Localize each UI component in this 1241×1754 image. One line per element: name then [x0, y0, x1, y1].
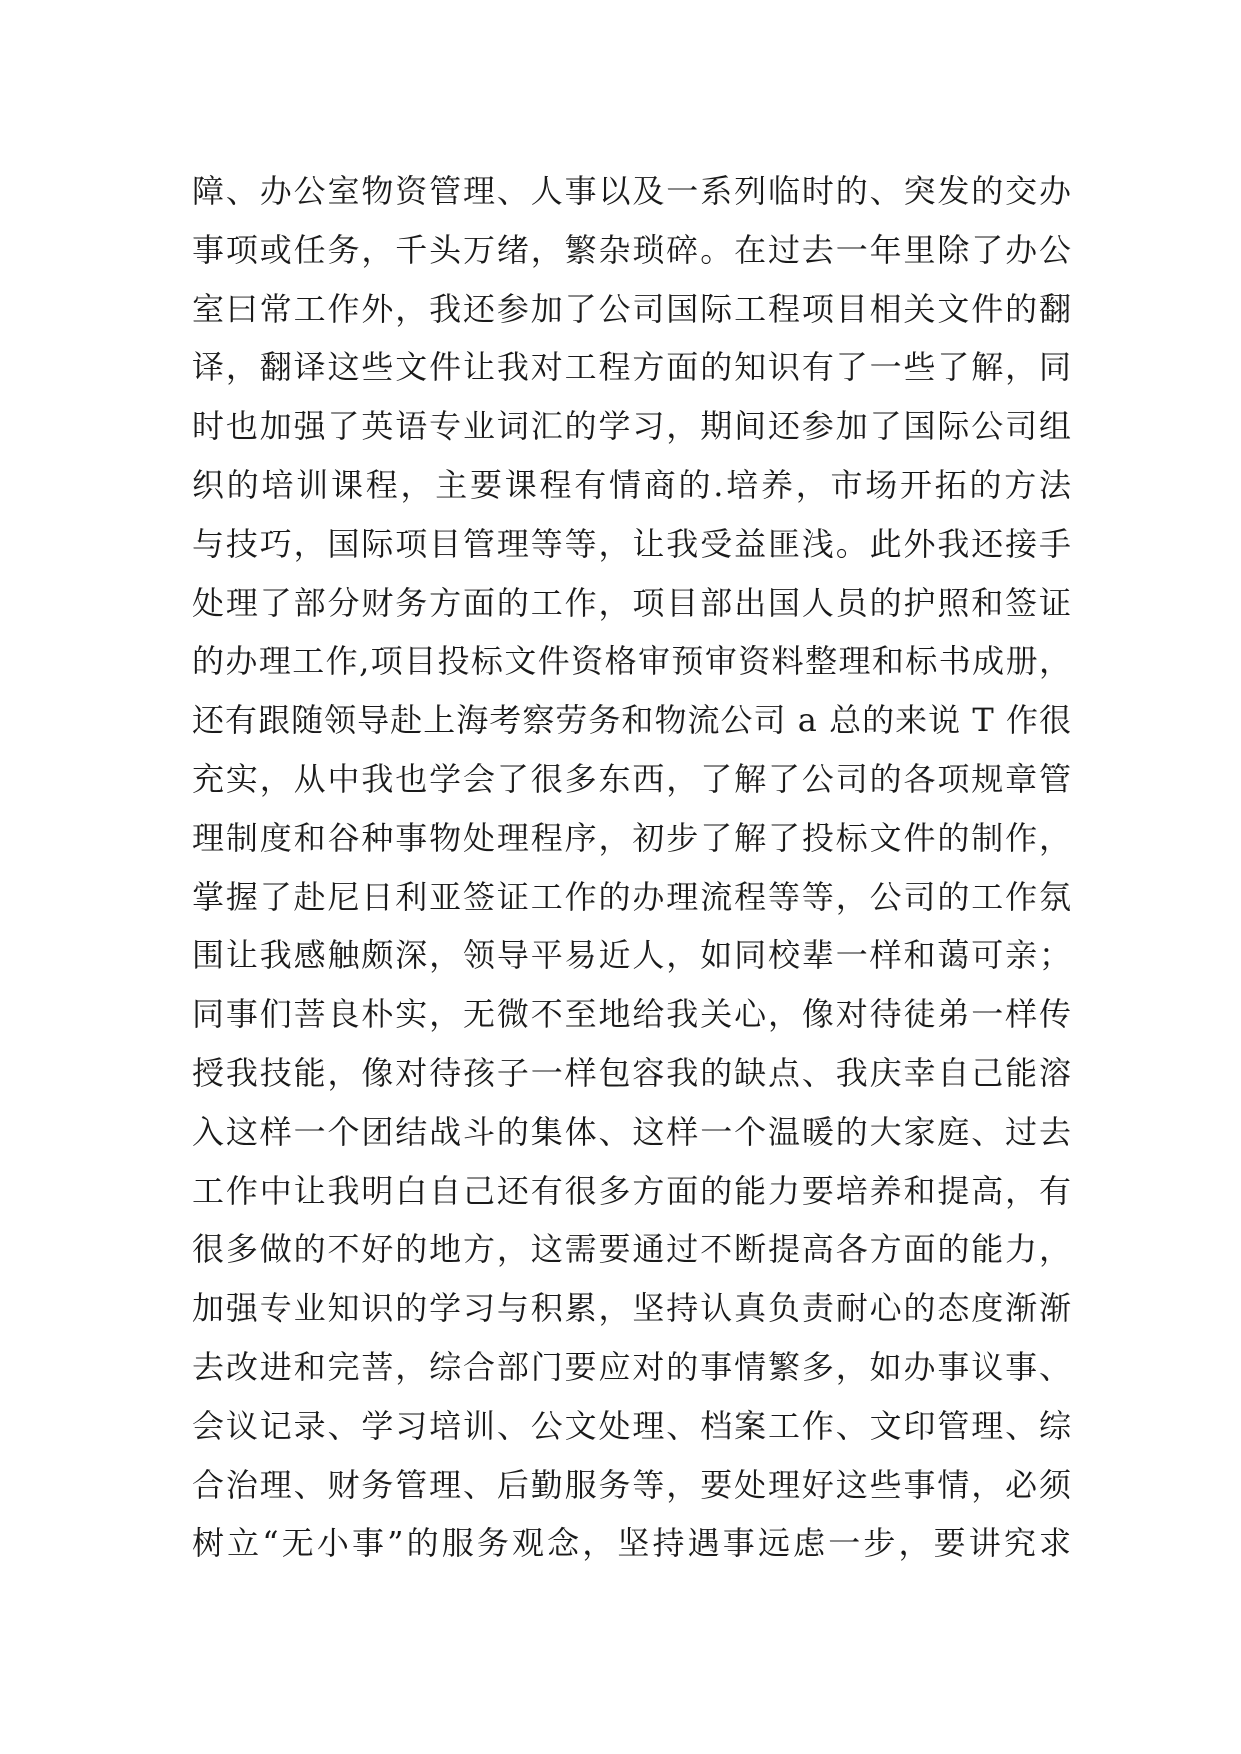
text-line: 理制度和谷种事物处理程序，初步了解了投标文件的制作， [192, 818, 1072, 857]
text-line: 充实，从中我也学会了很多东西，了解了公司的各项规章管 [192, 759, 1072, 798]
text-line: 去改进和完菩，综合部门要应对的事情繁多，如办事议事、 [192, 1347, 1072, 1386]
text-line: 译，翻译这些文件让我对工程方面的知识有了一些了解，同 [192, 348, 1072, 387]
text-line: 加强专业知识的学习与积累，坚持认真负责耐心的态度渐渐 [192, 1289, 1072, 1328]
text-line: 的办理工作,项目投标文件资格审预审资料整理和标书成册， [192, 642, 1072, 681]
text-line: 掌握了赴尼日利亚签证工作的办理流程等等，公司的工作氛 [192, 877, 1072, 916]
text-line: 时也加强了英语专业词汇的学习，期间还参加了国际公司组 [192, 407, 1072, 446]
text-line: 与技巧，国际项目管理等等，让我受益匪浅。此外我还接手 [192, 524, 1072, 563]
text-line: 树立“无小事”的服务观念，坚持遇事远虑一步，要讲究求 [192, 1524, 1072, 1563]
text-line: 很多做的不好的地方，这需要通过不断提高各方面的能力， [192, 1230, 1072, 1269]
text-line: 入这样一个团结战斗的集体、这样一个温暖的大家庭、过去 [192, 1112, 1072, 1151]
text-line: 会议记录、学习培训、公文处理、档案工作、文印管理、综 [192, 1406, 1072, 1445]
text-line: 障、办公室物资管理、人事以及一系列临时的、突发的交办 [192, 172, 1072, 210]
body-text [192, 162, 1072, 1573]
text-line: 合治理、财务管理、后勤服务等，要处理好这些事情，必须 [192, 1465, 1072, 1504]
text-line: 处理了部分财务方面的工作，项目部出国人员的护照和签证 [192, 583, 1072, 622]
text-line: 还有跟随领导赴上海考察劳务和物流公司 a 总的来说 T 作很 [192, 701, 1072, 740]
text-line: 室曰常工作外，我还参加了公司国际工程项目相关文件的翻 [192, 289, 1072, 328]
text-line: 同事们菩良朴实，无微不至地给我关心，像对待徒弟一样传 [192, 995, 1072, 1034]
text-line: 围让我感触颇深，领导平易近人，如同校辈一样和蔼可亲； [192, 936, 1072, 975]
text-line: 织的培训课程，主要课程有情商的.培养，市场开拓的方法 [192, 465, 1072, 504]
text-line: 授我技能，像对待孩子一样包容我的缺点、我庆幸自己能溶 [192, 1053, 1072, 1092]
text-line: 工作中让我明白自己还有很多方面的能力要培养和提高，有 [192, 1171, 1072, 1210]
text-line: 事项或任务，千头万绪，繁杂琐碎。在过去一年里除了办公 [192, 230, 1072, 269]
